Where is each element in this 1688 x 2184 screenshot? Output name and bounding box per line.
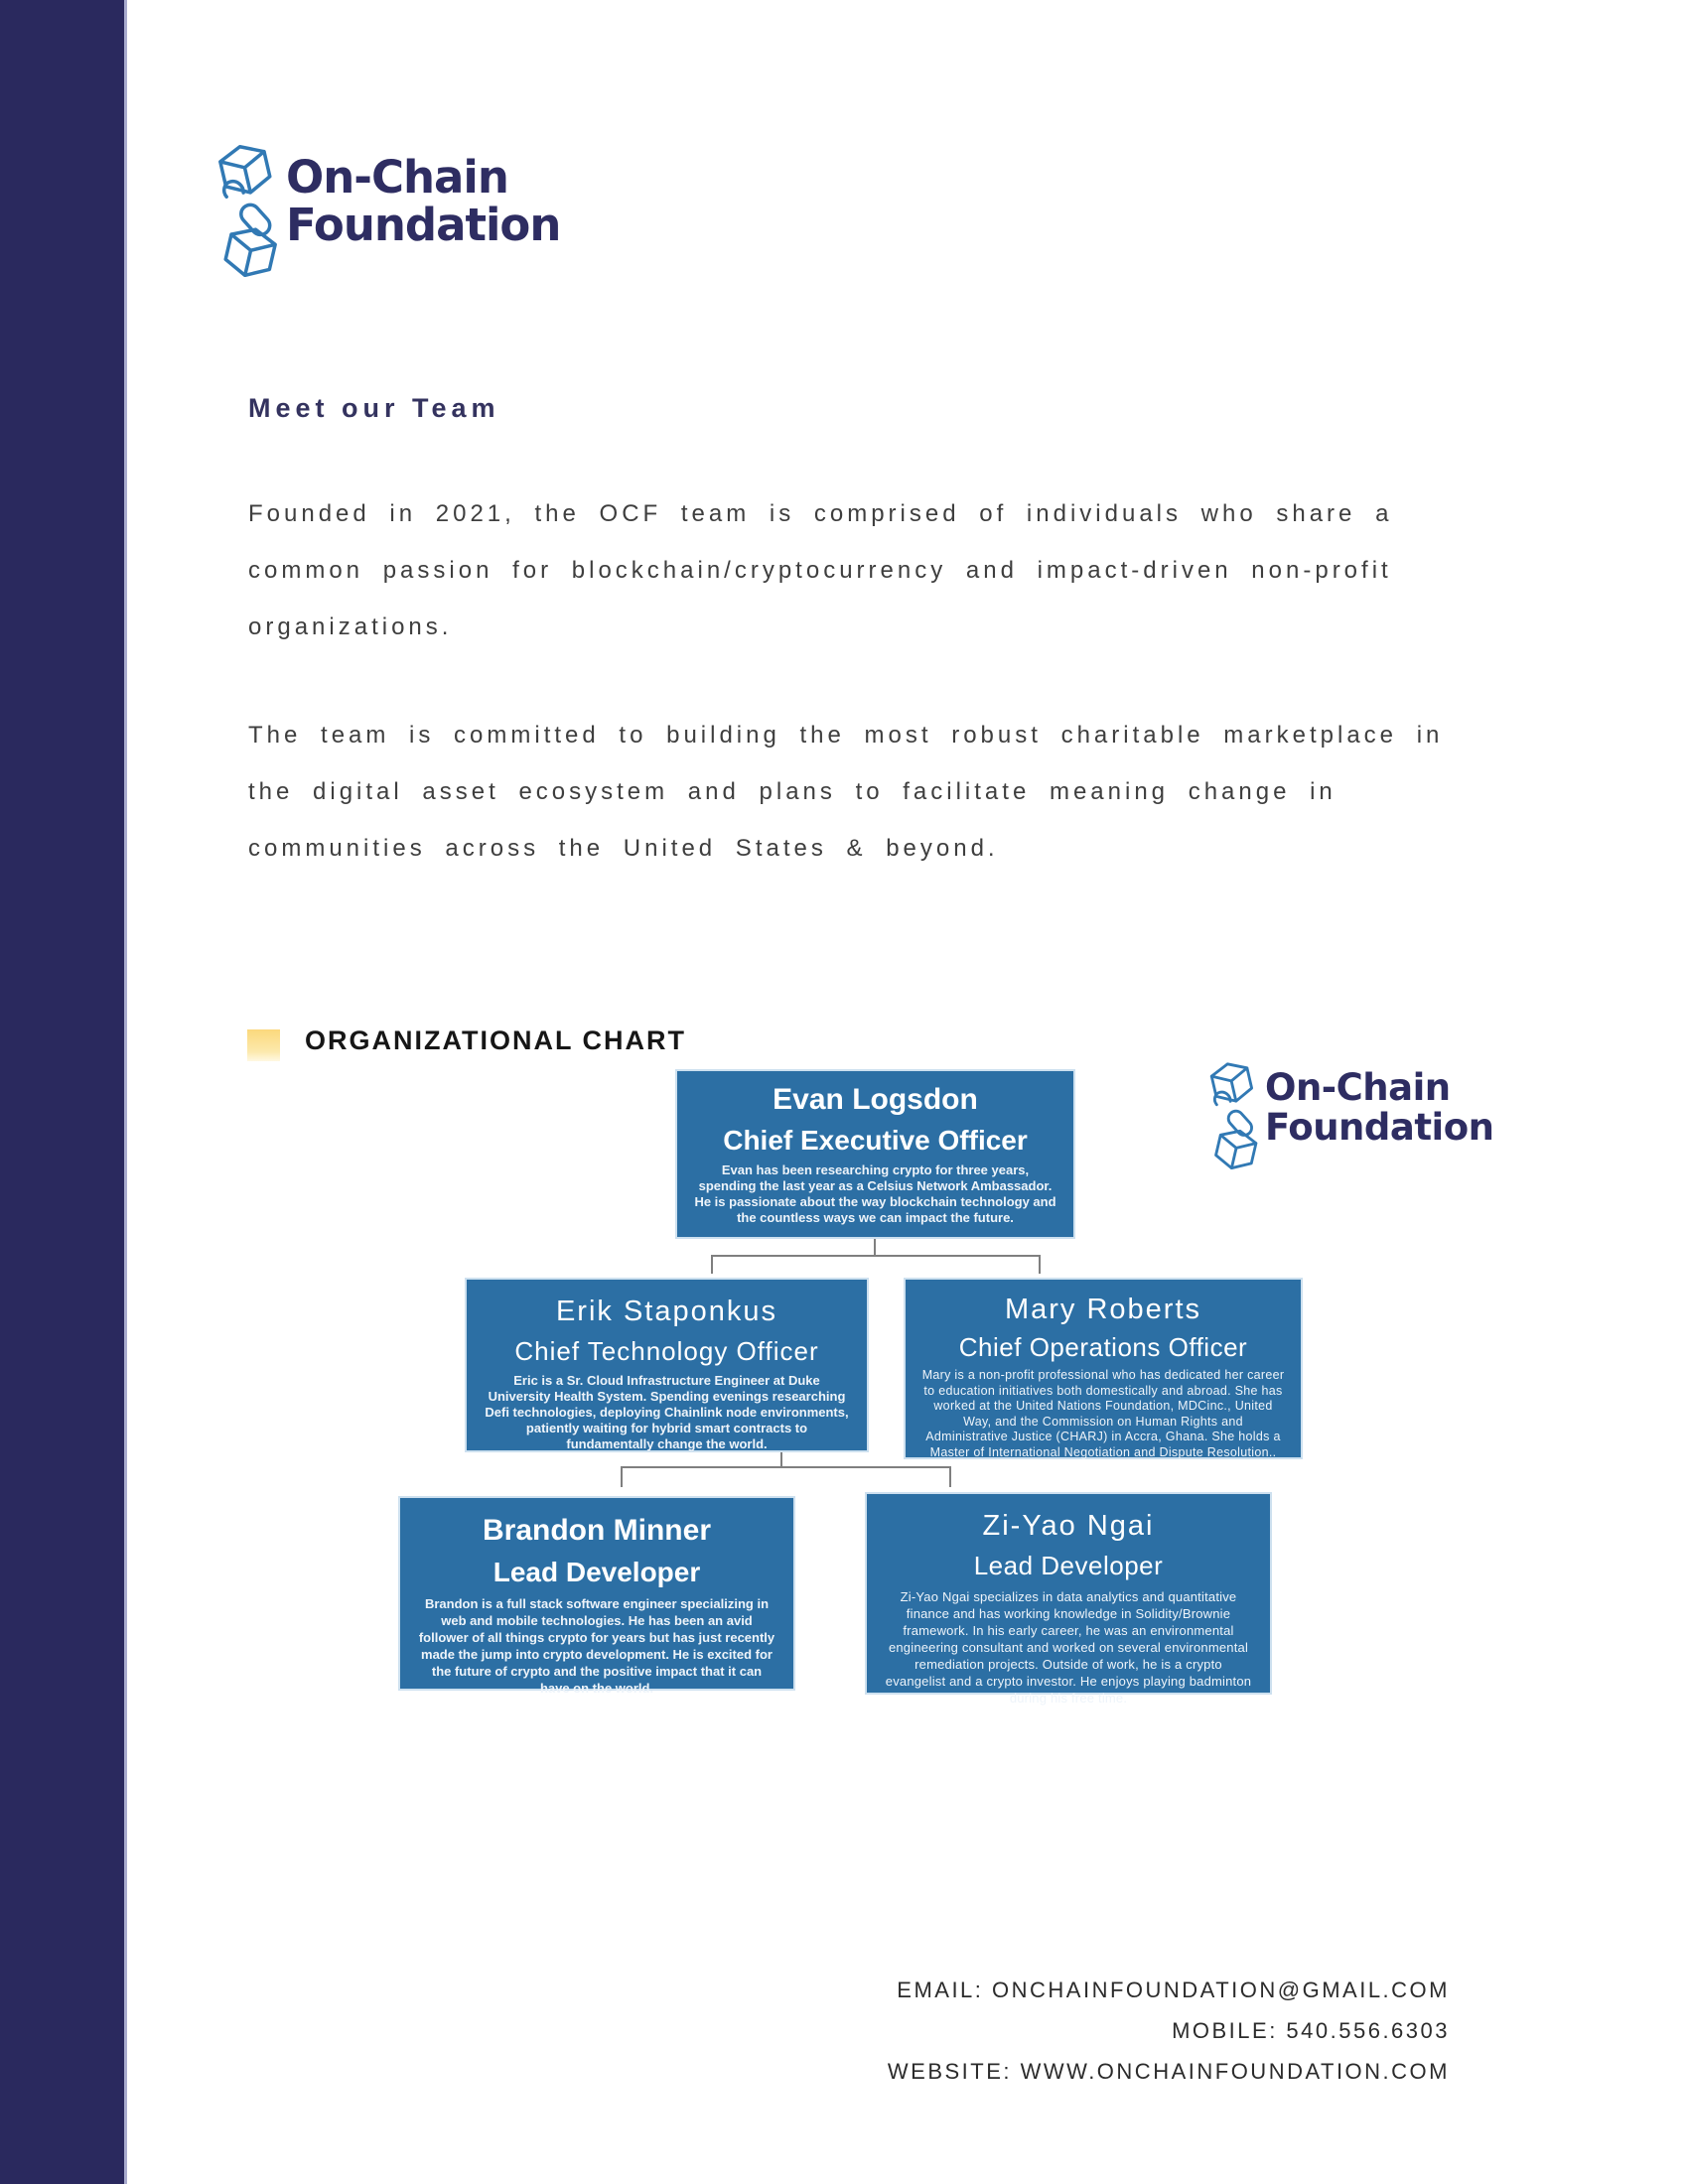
intro-paragraph-1	[248, 485, 1392, 655]
connector-line	[949, 1466, 951, 1487]
person-name: Erik Staponkus	[555, 1296, 778, 1327]
chain-cubes-icon	[1207, 1060, 1261, 1169]
paragraph-line: common passion for blockchain/cryptocurrency and impact-driven non-profit	[248, 557, 1392, 584]
brand-logo-small	[1207, 1060, 1493, 1169]
brand-wordmark	[286, 151, 561, 252]
contact-website: WEBSITE: WWW.ONCHAINFOUNDATION.COM	[887, 2059, 1450, 2084]
brand-line1: On-Chain	[1265, 1066, 1451, 1109]
contact-mobile: MOBILE: 540.556.6303	[1172, 2018, 1450, 2043]
brand-logo	[214, 142, 560, 277]
brand-line1: On-Chain	[286, 151, 508, 204]
connector-line	[711, 1255, 713, 1274]
yellow-highlight-swatch	[247, 1029, 280, 1061]
org-node-ceo	[675, 1069, 1075, 1239]
person-title: Chief Executive Officer	[723, 1125, 1028, 1156]
connector-line	[1039, 1255, 1041, 1274]
org-node-cto	[465, 1278, 869, 1452]
person-bio: Mary is a non-profit professional who has dedicated her career to education initiatives both domestically and abroad. She has worked at the United Nations Foundation, MDCinc., United Way, and the Commission on Human Rights and Administrative Justice (CHARJ) in Accra, Ghana. She holds a Master of International Negotiation and Dispute Resolution..	[921, 1368, 1285, 1459]
person-title: Chief Technology Officer	[514, 1336, 819, 1366]
person-name: Zi-Yao Ngai	[982, 1510, 1155, 1542]
person-title: Lead Developer	[492, 1557, 701, 1587]
org-node-coo	[904, 1278, 1303, 1459]
person-name: Evan Logsdon	[773, 1083, 978, 1116]
chain-cubes-icon	[214, 142, 282, 277]
left-accent-bar	[0, 0, 127, 2184]
person-bio: Evan has been researching crypto for three years, spending the last year as a Celsius Network Ambassador. He is passionate about the way blockchain technology and the countless ways we can impact the future.	[694, 1162, 1056, 1225]
person-bio: Brandon is a full stack software engineer specializing in web and mobile technologies. He has been an avid follower of all things crypto for years but has just recently made the jump into crypto development. He is excited for the future of crypto and the positive impact that it can have on the world.	[418, 1596, 775, 1696]
paragraph-line: Founded in 2021, the OCF team is comprised of individuals who share a	[248, 500, 1393, 527]
page-title: Meet our Team	[248, 393, 500, 423]
brand-line2: Foundation	[286, 199, 561, 252]
brand-wordmark	[1265, 1068, 1493, 1147]
person-name: Mary Roberts	[1004, 1294, 1202, 1325]
connector-line	[621, 1466, 623, 1487]
brand-line2: Foundation	[1265, 1105, 1494, 1149]
person-bio: Eric is a Sr. Cloud Infrastructure Engineer at Duke University Health System. Spending evenings researching Defi technologies, deploying Chainlink node environments, patiently waiting for hybrid smart contracts to fundamentally change the world.	[485, 1373, 849, 1451]
paragraph-line: the digital asset ecosystem and plans to facilitate meaning change in	[248, 778, 1336, 805]
connector-line	[621, 1466, 951, 1468]
person-title: Chief Operations Officer	[958, 1332, 1248, 1362]
org-node-lead-dev-2	[865, 1492, 1272, 1706]
paragraph-line: communities across the United States & beyond.	[248, 835, 999, 862]
contact-email: EMAIL: ONCHAINFOUNDATION@GMAIL.COM	[897, 1978, 1450, 2002]
org-chart-section-label: ORGANIZATIONAL CHART	[305, 1025, 686, 1055]
org-node-lead-dev-1	[398, 1496, 795, 1696]
person-bio: Zi-Yao Ngai specializes in data analytics and quantitative finance and has working knowledge in Solidity/Brownie framework. In his early career, he was an environmental engineering consultant and worked on several environmental remediation projects. Outside of work, he is a crypto evangelist and a crypto investor. He enjoys playing badminton during his free time.	[885, 1589, 1252, 1706]
person-name: Brandon Minner	[483, 1514, 711, 1547]
connector-line	[874, 1239, 876, 1256]
person-title: Lead Developer	[973, 1551, 1164, 1580]
connector-line	[711, 1255, 1041, 1257]
intro-paragraph-2	[248, 707, 1443, 877]
paragraph-line: The team is committed to building the most robust charitable marketplace in	[248, 722, 1444, 749]
paragraph-line: organizations.	[248, 614, 453, 640]
contact-info	[888, 1970, 1450, 2092]
